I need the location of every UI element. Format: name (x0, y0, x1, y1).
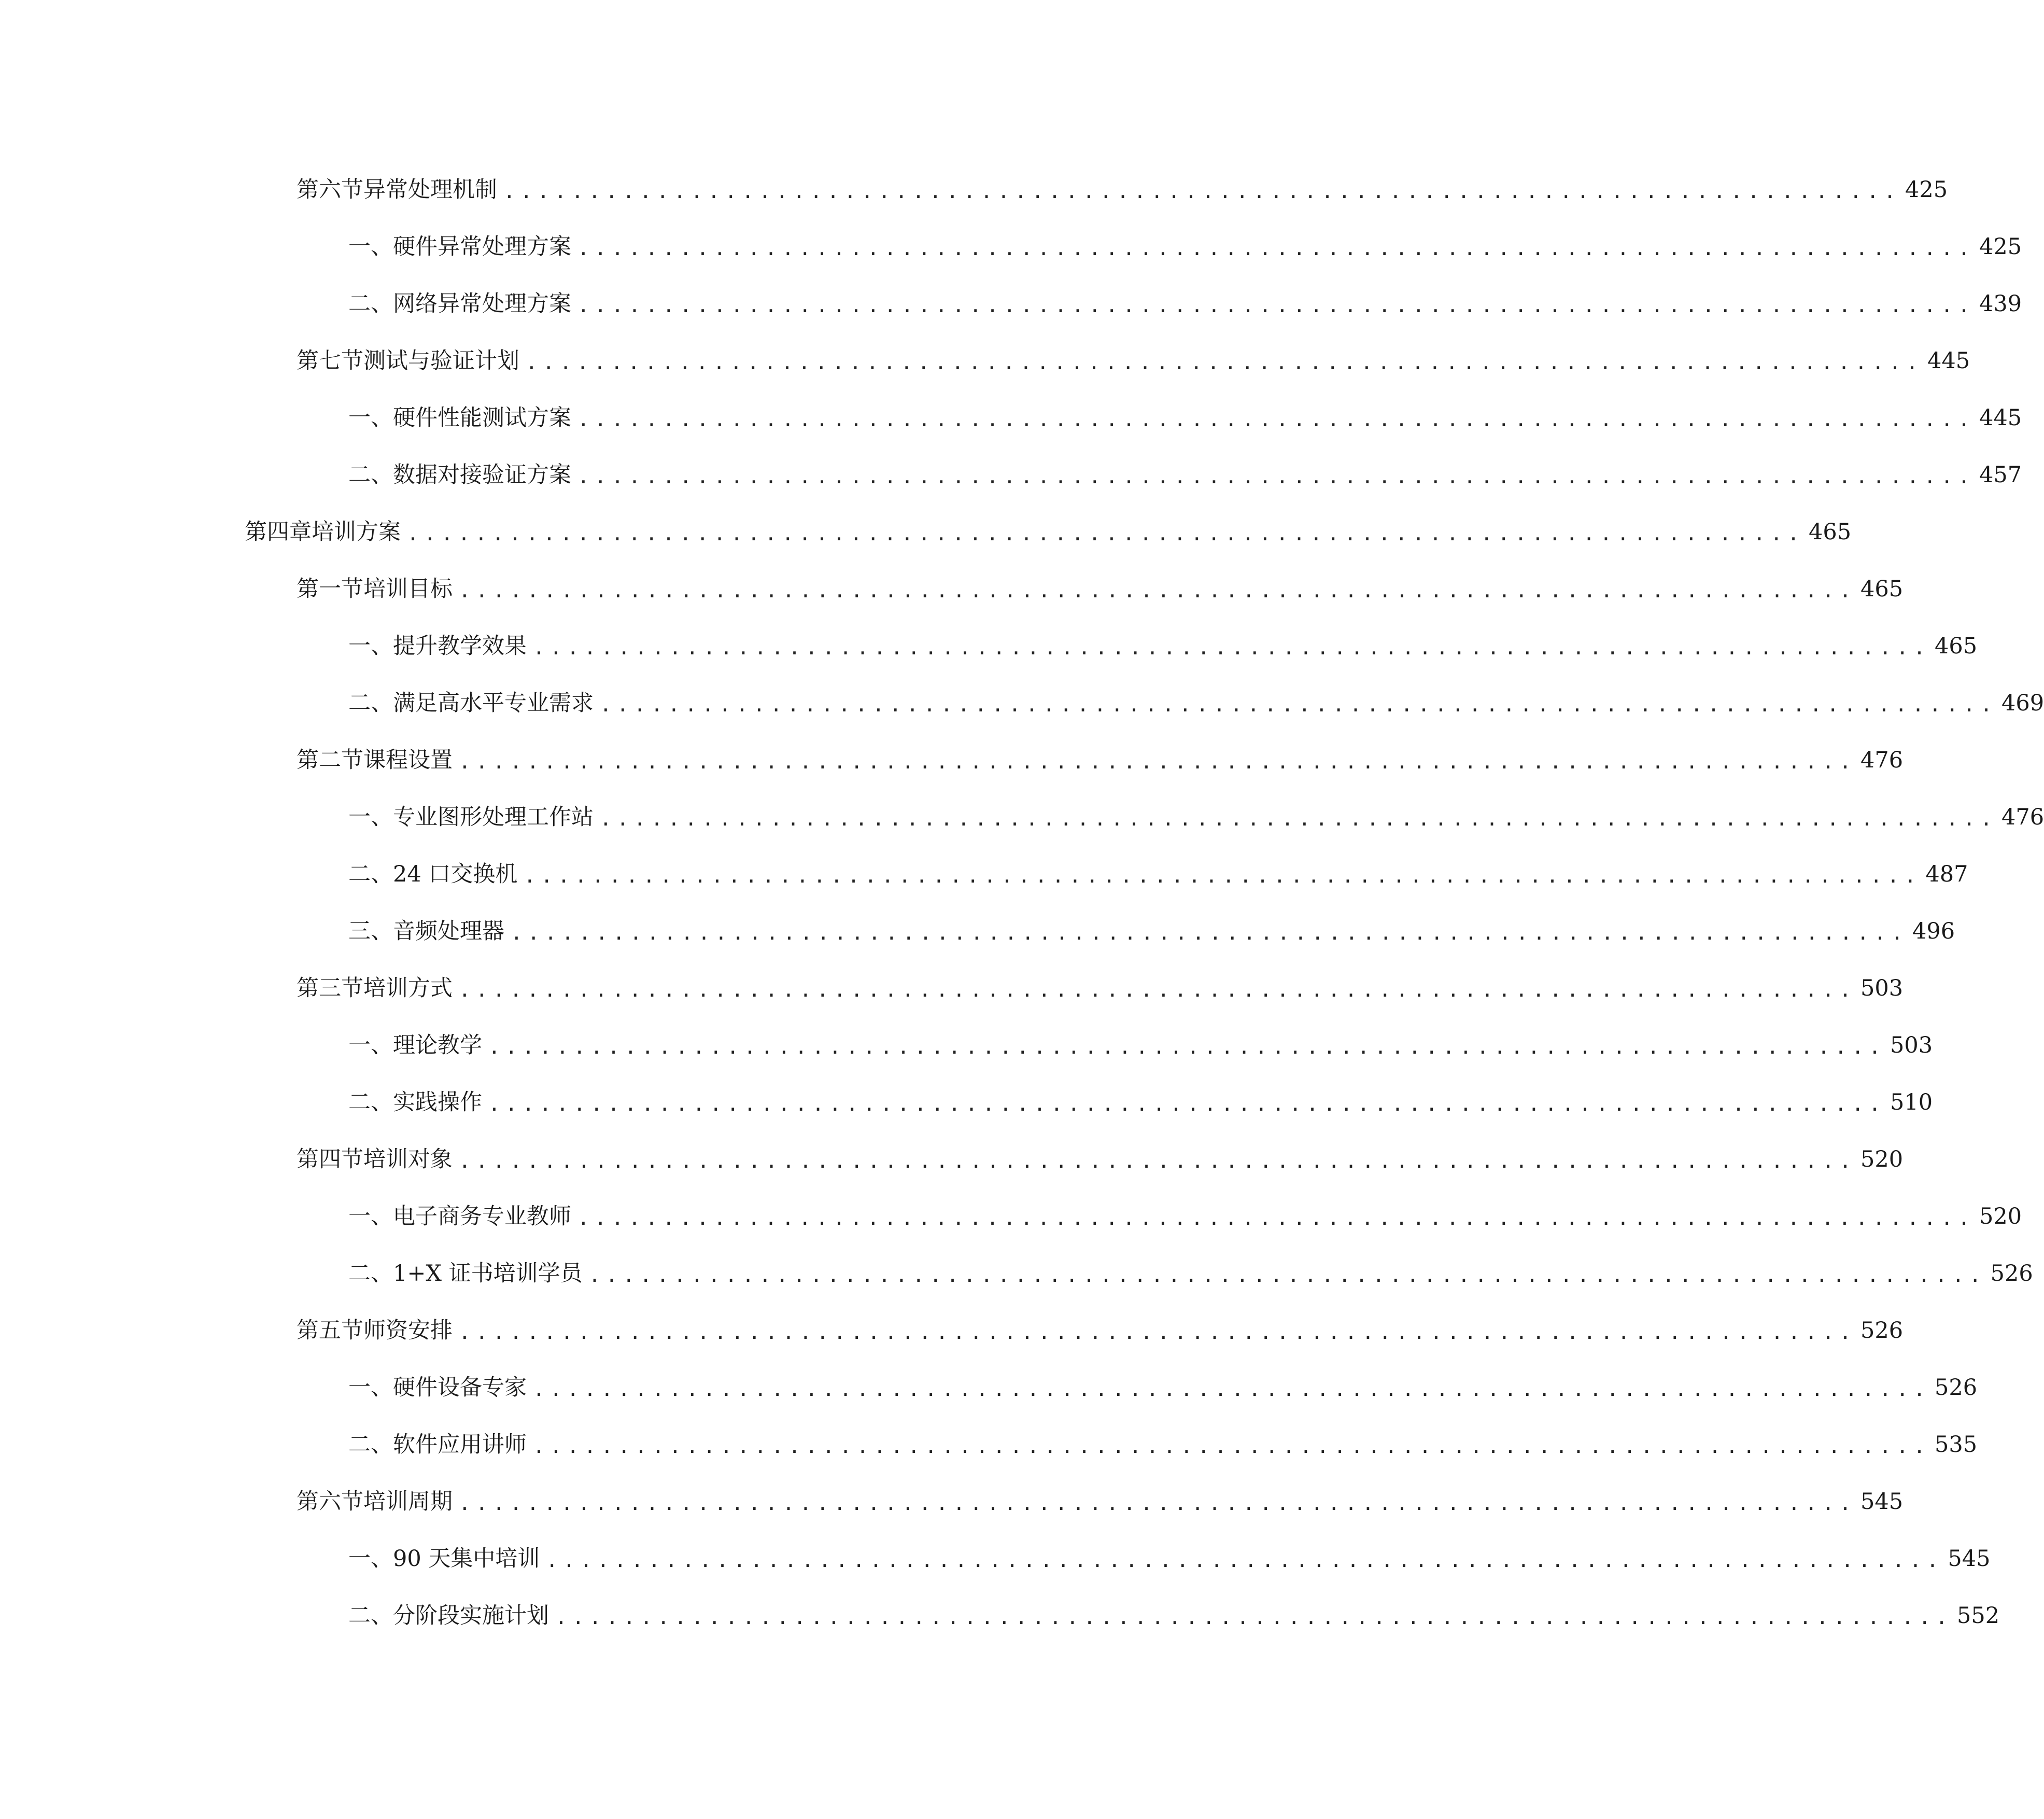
toc-entry-title: 满足高水平专业需求 (393, 690, 594, 716)
toc-entry-item[interactable] (348, 440, 2022, 488)
dot-leader: .................................................................................. (511, 921, 1908, 944)
dot-leader: .................................................................................. (526, 351, 1923, 374)
toc-entry-page-number: 552 (1957, 1603, 2000, 1629)
toc-entry-item[interactable] (348, 839, 1968, 887)
toc-entry-prefix: 一、 (348, 804, 393, 830)
toc-entry-page-number: 469 (2001, 690, 2044, 716)
toc-entry-title: 培训目标 (363, 576, 453, 602)
toc-entry-title: 24 口交换机 (393, 861, 518, 887)
toc-entry-title: 理论教学 (393, 1032, 482, 1058)
toc-entry-page-number: 520 (1979, 1204, 2022, 1229)
toc-entry-item[interactable] (348, 1238, 2033, 1286)
toc-entry-item[interactable] (348, 1181, 2022, 1229)
toc-entry-page-number: 496 (1912, 918, 1955, 944)
toc-entry-item[interactable] (348, 1010, 1933, 1058)
toc-entry-title: 培训方案 (312, 519, 401, 545)
toc-entry-page-number: 439 (1979, 291, 2022, 317)
toc-entry-prefix: 第六节 (297, 177, 363, 203)
toc-entry-section[interactable] (297, 953, 1904, 1001)
toc-entry-prefix: 二、 (348, 690, 393, 716)
toc-entry-title: 数据对接验证方案 (393, 462, 571, 488)
dot-leader: .................................................................................. (600, 693, 1997, 716)
toc-entry-page-number: 510 (1890, 1089, 1933, 1115)
dot-leader: .................................................................................. (459, 579, 1856, 602)
toc-entry-title: 90 天集中培训 (393, 1546, 540, 1572)
toc-entry-prefix: 二、 (348, 861, 393, 887)
toc-entry-item[interactable] (348, 668, 2044, 716)
toc-entry-page-number: 445 (1979, 405, 2022, 431)
toc-entry-page-number: 476 (2001, 804, 2044, 830)
toc-entry-page-number: 545 (1860, 1489, 1904, 1515)
toc-entry-title: 专业图形处理工作站 (393, 804, 594, 830)
dot-leader: .................................................................................. (600, 807, 1997, 830)
toc-entry-title: 培训周期 (363, 1489, 453, 1515)
toc-entry-title: 课程设置 (363, 747, 453, 773)
toc-entry-title: 音频处理器 (393, 918, 504, 944)
toc-entry-item[interactable] (348, 611, 1978, 659)
toc-entry-page-number: 503 (1890, 1032, 1933, 1058)
toc-entry-prefix: 二、 (348, 462, 393, 488)
toc-entry-section[interactable] (297, 1466, 1904, 1515)
toc-entry-page-number: 526 (1935, 1375, 1978, 1401)
dot-leader: .................................................................................. (459, 1150, 1856, 1172)
toc-entry-prefix: 第四节 (297, 1146, 363, 1172)
toc-entry-section[interactable] (297, 554, 1904, 602)
toc-entry-title: 分阶段实施计划 (393, 1603, 549, 1629)
toc-entry-title: 硬件异常处理方案 (393, 234, 571, 260)
toc-entry-page-number: 465 (1860, 576, 1904, 602)
dot-leader: .................................................................................. (577, 465, 1975, 488)
toc-entry-item[interactable] (348, 212, 2022, 260)
toc-entry-section[interactable] (297, 1295, 1904, 1344)
toc-entry-section[interactable] (297, 155, 1948, 203)
dot-leader: .................................................................................. (555, 1606, 1953, 1629)
dot-leader: .................................................................................. (407, 522, 1805, 545)
toc-entry-item[interactable] (348, 383, 2022, 431)
dot-leader: .................................................................................. (459, 750, 1856, 773)
toc-entry-page-number: 520 (1860, 1146, 1904, 1172)
toc-entry-item[interactable] (348, 269, 2022, 317)
toc-entry-page-number: 445 (1927, 348, 1970, 374)
dot-leader: .................................................................................. (533, 1435, 1930, 1458)
toc-entry-section[interactable] (297, 1124, 1904, 1172)
toc-entry-page-number: 526 (1990, 1261, 2033, 1286)
dot-leader: .................................................................................. (577, 237, 1975, 260)
toc-entry-prefix: 一、 (348, 1546, 393, 1572)
toc-entry-item[interactable] (348, 782, 2044, 830)
dot-leader: .................................................................................. (488, 1036, 1886, 1058)
toc-entry-prefix: 第一节 (297, 576, 363, 602)
toc-entry-prefix: 二、 (348, 1089, 393, 1115)
toc-entry-prefix: 一、 (348, 1032, 393, 1058)
toc-entry-prefix: 第五节 (297, 1318, 363, 1344)
toc-entry-prefix: 二、 (348, 1432, 393, 1458)
toc-entry-prefix: 二、 (348, 291, 393, 317)
toc-entry-item[interactable] (348, 1409, 1978, 1458)
toc-entry-title: 网络异常处理方案 (393, 291, 571, 317)
toc-entry-chapter[interactable] (245, 497, 1852, 545)
toc-entry-prefix: 第二节 (297, 747, 363, 773)
toc-entry-title: 提升教学效果 (393, 633, 527, 659)
toc-entry-title: 培训方式 (363, 975, 453, 1001)
toc-entry-title: 电子商务专业教师 (393, 1204, 571, 1229)
toc-entry-page-number: 457 (1979, 462, 2022, 488)
toc-entry-item[interactable] (348, 896, 1955, 944)
dot-leader: .................................................................................. (488, 1093, 1886, 1115)
toc-entry-item[interactable] (348, 1580, 2000, 1629)
toc-entry-title: 软件应用讲师 (393, 1432, 527, 1458)
toc-entry-prefix: 三、 (348, 918, 393, 944)
toc-entry-title: 硬件设备专家 (393, 1375, 527, 1401)
toc-entry-title: 异常处理机制 (363, 177, 497, 203)
toc-entry-page-number: 526 (1860, 1318, 1904, 1344)
toc-entry-prefix: 一、 (348, 1375, 393, 1401)
dot-leader: .................................................................................. (577, 294, 1975, 317)
toc-entry-prefix: 第四章 (245, 519, 312, 545)
toc-entry-page-number: 425 (1979, 234, 2022, 260)
toc-entry-title: 师资安排 (363, 1318, 453, 1344)
toc-entry-page-number: 476 (1860, 747, 1904, 773)
toc-entry-prefix: 一、 (348, 405, 393, 431)
toc-entry-page-number: 465 (1935, 633, 1978, 659)
toc-entry-title: 硬件性能测试方案 (393, 405, 571, 431)
toc-entry-prefix: 第三节 (297, 975, 363, 1001)
toc-entry-page-number: 465 (1809, 519, 1852, 545)
toc-entry-page-number: 487 (1925, 861, 1968, 887)
dot-leader: .................................................................................. (459, 1492, 1856, 1515)
toc-entry-title: 培训对象 (363, 1146, 453, 1172)
toc-entry-prefix: 一、 (348, 234, 393, 260)
toc-entry-title: 1+X 证书培训学员 (393, 1261, 583, 1286)
dot-leader: .................................................................................. (459, 1321, 1856, 1344)
toc-entry-title: 测试与验证计划 (363, 348, 519, 374)
toc-entry-item[interactable] (348, 1067, 1933, 1115)
dot-leader: .................................................................................. (577, 408, 1975, 431)
toc-entry-prefix: 二、 (348, 1603, 393, 1629)
toc-entry-item[interactable] (348, 1523, 1991, 1572)
toc-entry-page-number: 425 (1905, 177, 1948, 203)
toc-entry-prefix: 二、 (348, 1261, 393, 1286)
toc-entry-prefix: 第六节 (297, 1489, 363, 1515)
toc-entry-prefix: 一、 (348, 633, 393, 659)
dot-leader: .................................................................................. (459, 978, 1856, 1001)
toc-entry-page-number: 545 (1948, 1546, 1991, 1572)
toc-entry-section[interactable] (297, 326, 1970, 374)
dot-leader: .................................................................................. (524, 864, 1922, 887)
toc-entry-page-number: 503 (1860, 975, 1904, 1001)
dot-leader: .................................................................................. (546, 1549, 1944, 1572)
toc-entry-item[interactable] (348, 1352, 1978, 1401)
dot-leader: .................................................................................. (533, 1378, 1930, 1401)
dot-leader: .................................................................................. (588, 1264, 1986, 1286)
toc-entry-section[interactable] (297, 725, 1904, 773)
toc-entry-page-number: 535 (1935, 1432, 1978, 1458)
toc-entry-prefix: 第七节 (297, 348, 363, 374)
dot-leader: .................................................................................. (577, 1207, 1975, 1229)
toc-entry-title: 实践操作 (393, 1089, 482, 1115)
dot-leader: .................................................................................. (533, 636, 1930, 659)
toc-entry-prefix: 一、 (348, 1204, 393, 1229)
dot-leader: .................................................................................. (503, 180, 1901, 203)
